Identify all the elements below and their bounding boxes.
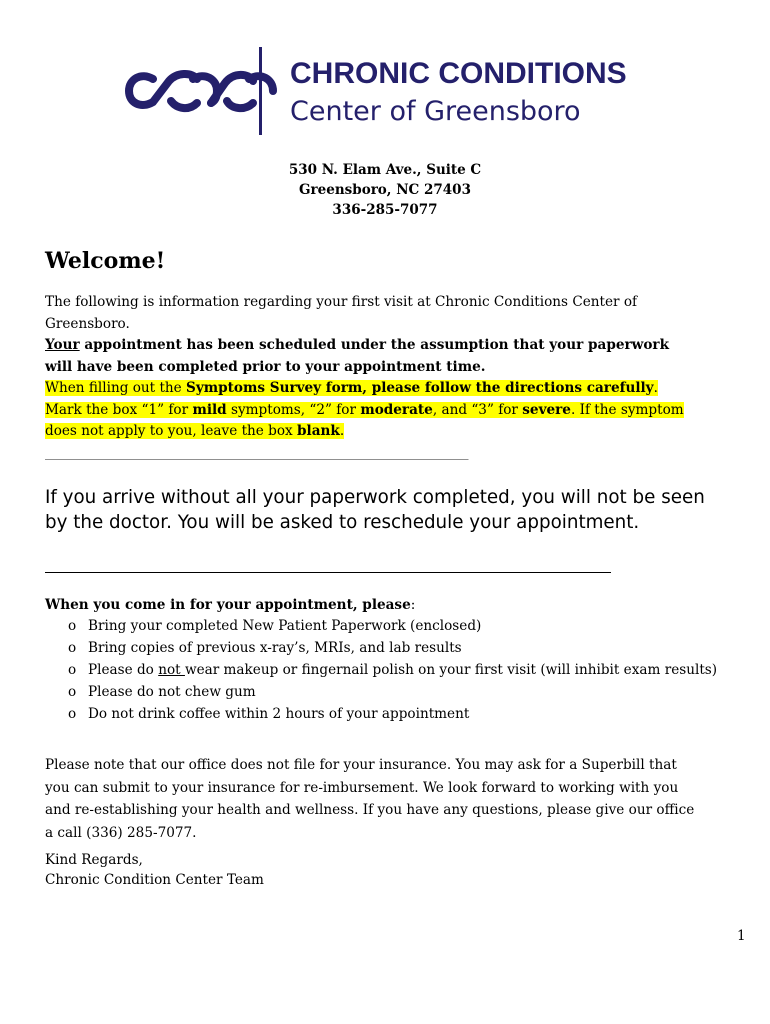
bullet-icon: o	[68, 706, 77, 722]
intro-divider: _____________________________________________________________________________	[45, 446, 469, 460]
come-in-heading: When you come in for your appointment, please	[45, 597, 411, 613]
hl-text-2: . Mark the box “1” for	[45, 380, 658, 418]
logo-title: CHRONIC CONDITIONS	[290, 57, 627, 90]
list-item	[45, 637, 735, 659]
hl-form: Symptoms Survey form, please follow the directions carefully	[186, 380, 654, 396]
hl-text-3: symptoms, “2” for	[226, 401, 361, 418]
bullet-icon: o	[68, 662, 77, 678]
logo-divider	[259, 47, 262, 135]
hl-severe: severe	[522, 401, 571, 418]
logo-graphic	[125, 45, 680, 137]
bullet-icon: o	[68, 640, 77, 656]
intro-line: The following is information regarding your first visit at Chronic Conditions Center of Greensboro.	[45, 294, 638, 332]
closing-section	[45, 754, 695, 890]
list-item	[45, 615, 735, 637]
hl-text-5: . If the symptom does not apply to you, leave the box	[45, 401, 684, 439]
intro-section	[45, 292, 695, 464]
horizontal-rule	[45, 572, 611, 573]
list-item-text: Please do	[88, 662, 159, 678]
address-line-1: 530 N. Elam Ave., Suite C	[288, 162, 482, 178]
hl-moderate: moderate	[360, 401, 433, 418]
hl-mild: mild	[192, 401, 227, 418]
warning-text: If you arrive without all your paperwork completed, you will not be seen by the doctor. You will be asked to reschedule your appointment.	[45, 487, 705, 533]
bullet-icon: o	[68, 618, 77, 634]
hl-text-4: , and “3” for	[432, 401, 523, 418]
come-in-section	[45, 595, 735, 725]
list-item	[45, 703, 735, 725]
list-item	[45, 681, 735, 703]
list-item-not: not	[158, 662, 185, 678]
schedule-note-your: Your	[45, 337, 80, 353]
signature: Chronic Condition Center Team	[45, 872, 264, 888]
checklist	[45, 615, 735, 725]
ccc-mark-icon	[129, 74, 273, 108]
logo-subtitle: Center of Greensboro	[290, 96, 581, 127]
kind-regards: Kind Regards,	[45, 852, 143, 868]
welcome-heading: Welcome!	[45, 248, 166, 274]
list-item-text: wear makeup or fingernail polish on your first visit (will inhibit exam results)	[184, 662, 718, 678]
bullet-icon: o	[68, 684, 77, 700]
schedule-note-text: appointment has been scheduled under the assumption that your paperwork will have been completed prior to your appointment time.	[45, 337, 669, 375]
address-phone: 336-285-7077	[332, 202, 438, 218]
hl-text-1: When filling out the	[45, 380, 187, 396]
hl-blank: blank	[297, 423, 340, 439]
list-item-text: Bring copies of previous x-ray’s, MRIs, and lab results	[88, 640, 462, 656]
insurance-note: Please note that our office does not file for your insurance. You may ask for a Superbill that you can submit to your insurance for re-imbursement. We look forward to working with you and re-establishing your health and wellness. If you have any questions, please give our office a call (336) 285-7077.	[45, 757, 695, 841]
symptoms-instructions	[45, 378, 695, 443]
address-block	[0, 160, 770, 220]
come-in-colon: :	[410, 597, 416, 613]
logo	[125, 45, 680, 137]
list-item-text: Bring your completed New Patient Paperwork (enclosed)	[88, 618, 482, 634]
list-item-text: Please do not chew gum	[88, 684, 256, 700]
hl-text-6: .	[339, 423, 345, 439]
list-item-text: Do not drink coffee within 2 hours of your appointment	[88, 706, 470, 722]
schedule-note	[45, 335, 695, 378]
address-line-2: Greensboro, NC 27403	[299, 182, 471, 198]
list-item	[45, 659, 735, 681]
page-number: 1	[737, 928, 746, 944]
come-in-heading-row	[45, 595, 735, 615]
